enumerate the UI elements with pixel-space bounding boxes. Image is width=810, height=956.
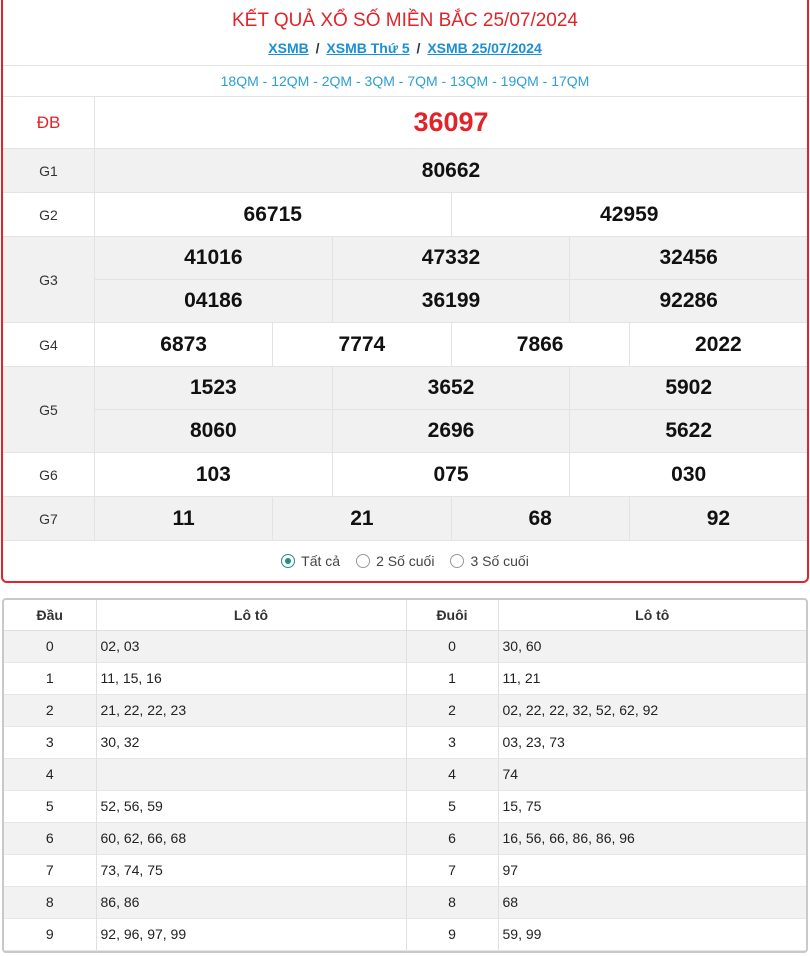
dau-digit: 2	[4, 694, 96, 726]
prize-row-g2	[3, 193, 807, 237]
prize-number: 030	[569, 453, 807, 496]
radio-checked-icon	[281, 554, 295, 568]
prize-label-g5: G5	[3, 367, 95, 452]
loto-header-row	[4, 600, 806, 630]
prize-number: 3652	[332, 367, 570, 409]
duoi-digit: 2	[406, 694, 498, 726]
dau-loto-values: 92, 96, 97, 99	[96, 918, 406, 950]
prize-row-db	[3, 97, 807, 149]
table-row	[4, 822, 806, 854]
prize-row-g7	[3, 497, 807, 541]
prize-label-g1: G1	[3, 149, 95, 192]
prize-row-g5	[3, 367, 807, 453]
dau-loto-values: 73, 74, 75	[96, 854, 406, 886]
prize-number: 2696	[332, 410, 570, 452]
dau-digit: 1	[4, 662, 96, 694]
breadcrumb-separator: /	[416, 40, 421, 56]
prize-label-g2: G2	[3, 193, 95, 236]
prize-number: 1523	[189, 376, 237, 399]
header-dau: Đầu	[4, 600, 96, 630]
prize-number: 5622	[569, 410, 807, 452]
prize-number: 7866	[451, 323, 629, 366]
header-loto-left: Lô tô	[96, 600, 406, 630]
dau-loto-values: 52, 56, 59	[96, 790, 406, 822]
dau-loto-values: 30, 32	[96, 726, 406, 758]
prize-number: 8060	[189, 419, 237, 442]
prize-number: 5902	[569, 367, 807, 409]
duoi-loto-values: 11, 21	[498, 662, 806, 694]
filter-2-digits-radio[interactable]	[356, 553, 434, 569]
prize-number: 66715	[243, 202, 302, 226]
prize-row-g3	[3, 237, 807, 323]
prize-number: 41016	[184, 246, 243, 269]
prize-number: 2022	[629, 323, 807, 366]
prize-number: 92286	[569, 280, 807, 322]
radio-unchecked-icon	[356, 554, 370, 568]
table-row	[4, 854, 806, 886]
breadcrumb-separator: /	[315, 40, 320, 56]
breadcrumb-weekday-link[interactable]: XSMB Thứ 5	[326, 40, 410, 56]
prize-row-g1	[3, 149, 807, 193]
draw-codes: 18QM - 12QM - 2QM - 3QM - 7QM - 13QM - 19QM - 17QM	[3, 66, 807, 97]
dau-loto-values: 60, 62, 66, 68	[96, 822, 406, 854]
header-duoi: Đuôi	[406, 600, 498, 630]
prize-number: 21	[272, 497, 450, 540]
dau-loto-values: 86, 86	[96, 886, 406, 918]
duoi-loto-values: 16, 56, 66, 86, 86, 96	[498, 822, 806, 854]
table-row	[4, 758, 806, 790]
duoi-digit: 7	[406, 854, 498, 886]
filter-3-digits-radio[interactable]	[450, 553, 528, 569]
breadcrumb-xsmb-link[interactable]: XSMB	[268, 40, 309, 56]
prize-number: 6873	[160, 332, 207, 356]
duoi-loto-values: 30, 60	[498, 630, 806, 662]
special-prize-number: 36097	[413, 107, 489, 137]
duoi-digit: 3	[406, 726, 498, 758]
table-row	[4, 726, 806, 758]
prize-number: 80662	[421, 158, 481, 182]
prize-number: 92	[629, 497, 807, 540]
duoi-loto-values: 59, 99	[498, 918, 806, 950]
filter-2-digits-label: 2 Số cuối	[376, 553, 435, 569]
dau-loto-values	[96, 758, 406, 790]
duoi-digit: 0	[406, 630, 498, 662]
duoi-digit: 5	[406, 790, 498, 822]
dau-digit: 7	[4, 854, 96, 886]
duoi-loto-values: 15, 75	[498, 790, 806, 822]
duoi-loto-values: 68	[498, 886, 806, 918]
dau-digit: 9	[4, 918, 96, 950]
breadcrumb-date-link[interactable]: XSMB 25/07/2024	[427, 40, 542, 56]
prize-label-g6: G6	[3, 453, 95, 496]
prize-label-g4: G4	[3, 323, 95, 366]
loto-table-panel	[2, 598, 808, 953]
prize-number: 7774	[272, 323, 450, 366]
dau-loto-values: 21, 22, 22, 23	[96, 694, 406, 726]
table-row	[4, 630, 806, 662]
duoi-digit: 8	[406, 886, 498, 918]
prize-number: 42959	[451, 193, 808, 236]
dau-loto-values: 02, 03	[96, 630, 406, 662]
table-row	[4, 694, 806, 726]
title-area	[3, 0, 807, 66]
prize-label-g7: G7	[3, 497, 95, 540]
prize-number: 04186	[184, 289, 243, 312]
filter-all-radio[interactable]	[281, 553, 340, 569]
table-row	[4, 790, 806, 822]
filter-3-digits-label: 3 Số cuối	[470, 553, 529, 569]
prize-row-g6	[3, 453, 807, 497]
duoi-loto-values: 97	[498, 854, 806, 886]
page-title: KẾT QUẢ XỔ SỐ MIỀN BẮC 25/07/2024	[231, 10, 579, 31]
dau-digit: 3	[4, 726, 96, 758]
prize-number: 32456	[569, 237, 807, 279]
prize-number: 11	[172, 506, 195, 530]
dau-loto-values: 11, 15, 16	[96, 662, 406, 694]
duoi-loto-values: 02, 22, 22, 32, 52, 62, 92	[498, 694, 806, 726]
dau-digit: 8	[4, 886, 96, 918]
table-row	[4, 886, 806, 918]
breadcrumb	[3, 40, 807, 56]
header-loto-right: Lô tô	[498, 600, 806, 630]
prize-label-g3: G3	[3, 237, 95, 322]
prize-number: 68	[451, 497, 629, 540]
duoi-digit: 4	[406, 758, 498, 790]
dau-digit: 0	[4, 630, 96, 662]
duoi-loto-values: 03, 23, 73	[498, 726, 806, 758]
loto-table	[4, 600, 806, 951]
prize-row-g4	[3, 323, 807, 367]
dau-digit: 4	[4, 758, 96, 790]
dau-digit: 6	[4, 822, 96, 854]
dau-digit: 5	[4, 790, 96, 822]
lottery-result-panel	[1, 0, 809, 583]
duoi-digit: 6	[406, 822, 498, 854]
prize-number: 36199	[332, 280, 570, 322]
radio-unchecked-icon	[450, 554, 464, 568]
duoi-digit: 1	[406, 662, 498, 694]
duoi-digit: 9	[406, 918, 498, 950]
table-row	[4, 662, 806, 694]
digit-filter	[3, 541, 807, 581]
prize-number: 103	[195, 462, 231, 486]
duoi-loto-values: 74	[498, 758, 806, 790]
prize-number: 075	[332, 453, 570, 496]
filter-all-label: Tất cả	[301, 553, 341, 569]
prize-label-db: ĐB	[3, 97, 95, 148]
table-row	[4, 918, 806, 950]
prize-number: 47332	[332, 237, 570, 279]
